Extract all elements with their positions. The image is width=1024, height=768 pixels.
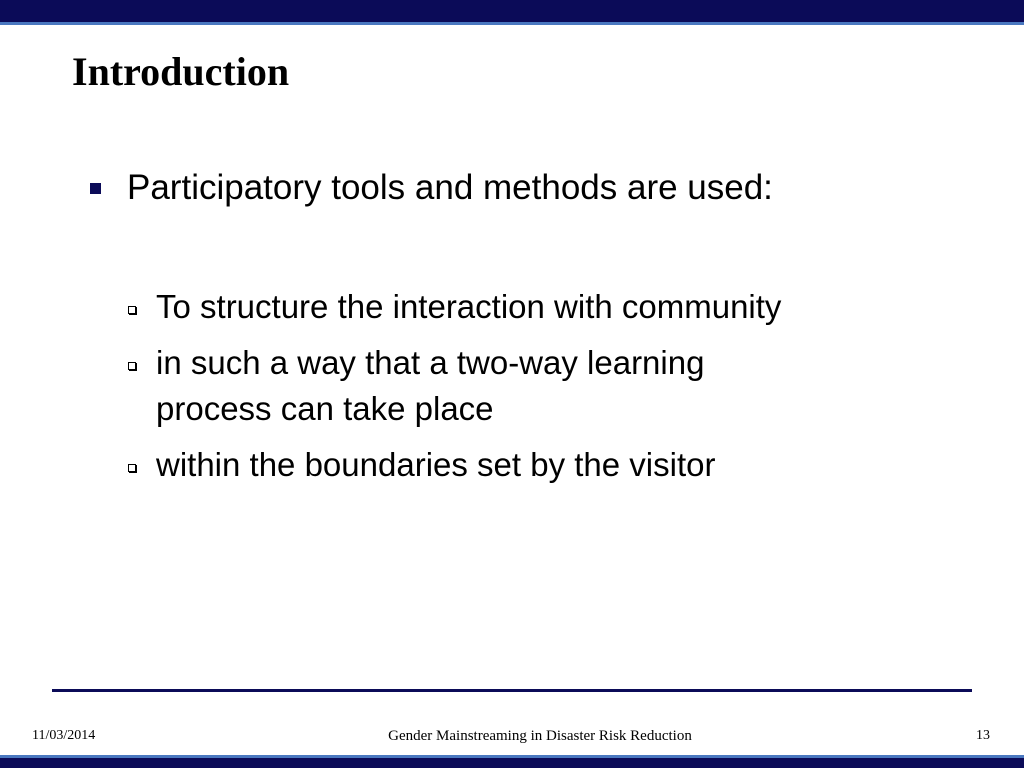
sub-bullet-text: in such a way that a two-way learning process can take place [156,344,705,427]
slide-title: Introduction [72,49,290,94]
sub-bullet-text: within the boundaries set by the visitor [156,446,716,483]
sub-bullet-text: To structure the interaction with community [156,288,782,325]
hollow-square-bullet-icon [128,306,136,314]
sub-bullet-list [128,284,948,498]
footer-date: 11/03/2014 [32,728,96,743]
square-bullet-icon [90,183,101,194]
hollow-square-bullet-icon [128,464,136,472]
footer-title: Gender Mainstreaming in Disaster Risk Reduction [388,728,692,744]
footer-divider [52,689,972,692]
page-number: 13 [976,728,990,743]
hollow-square-bullet-icon [128,362,136,370]
sub-bullet-item [128,340,828,432]
top-banner [0,0,1024,22]
main-bullet-text: Participatory tools and methods are used: [127,168,773,207]
top-banner-stripe [0,22,1024,25]
sub-bullet-item [128,284,948,330]
sub-bullet-item [128,442,948,488]
bottom-banner [0,758,1024,768]
main-bullet [90,166,773,210]
